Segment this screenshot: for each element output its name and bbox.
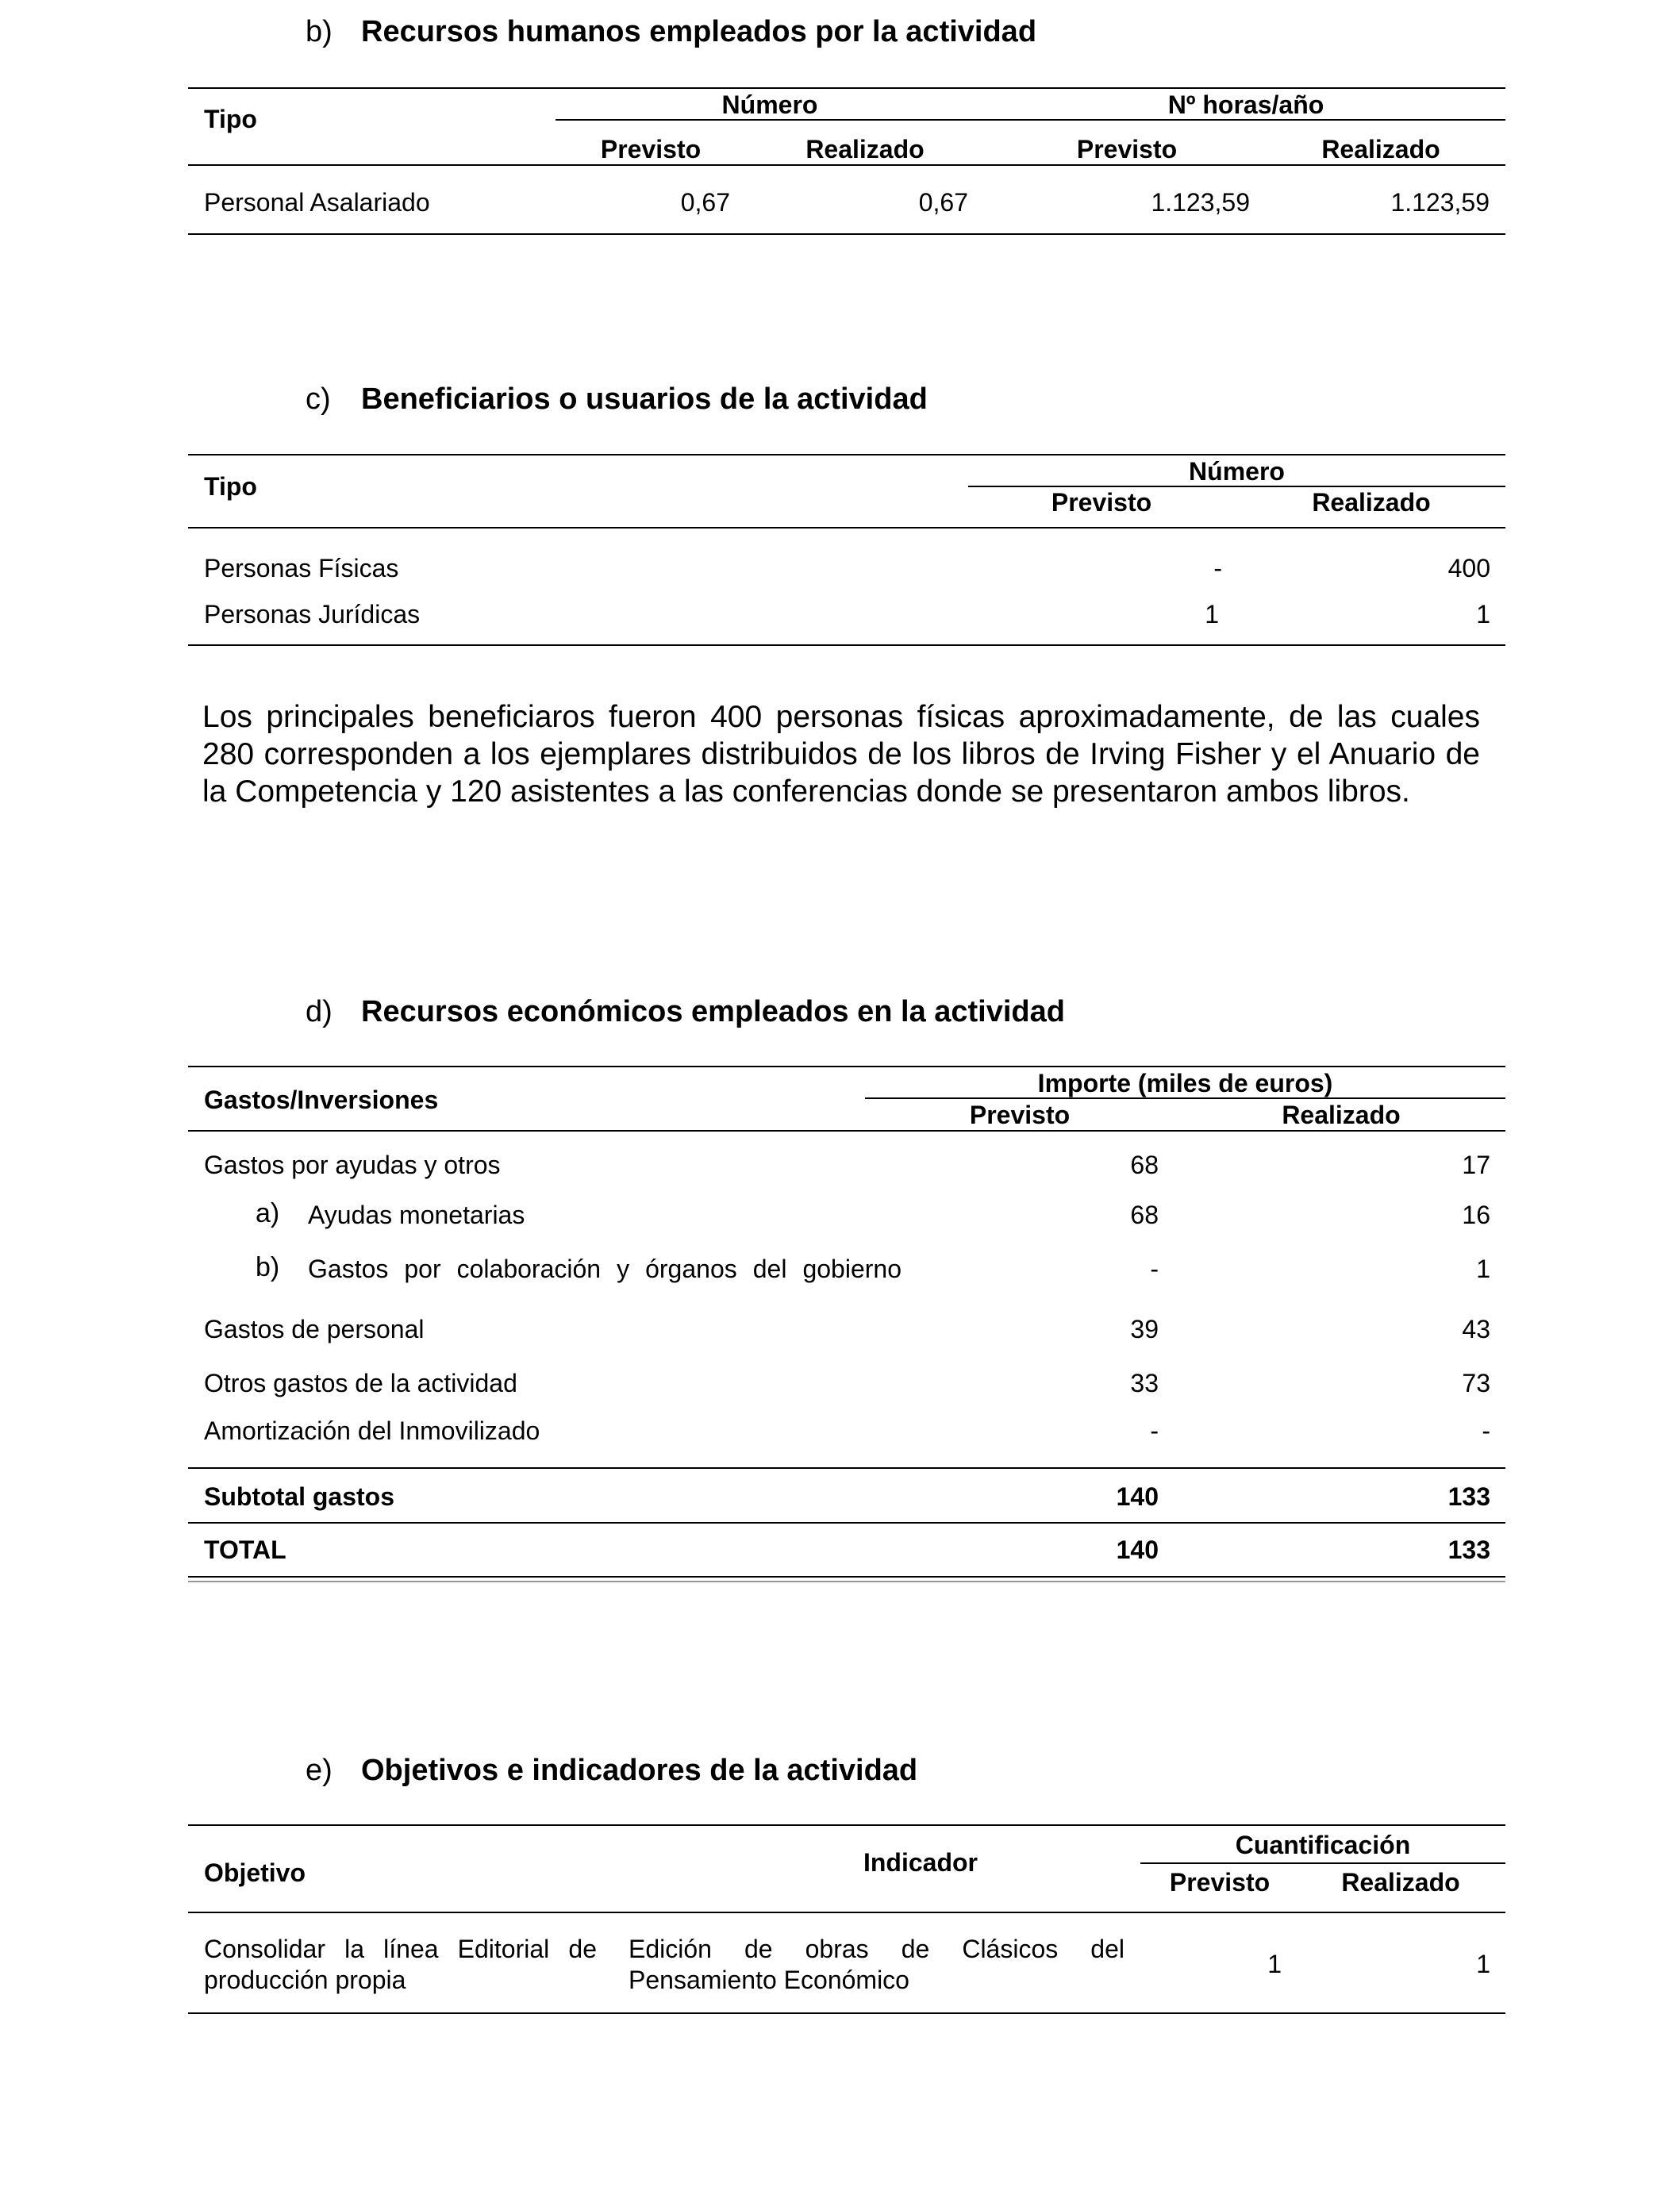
cell-previsto: 33 [1130,1369,1159,1397]
col-header-num-previsto: Previsto [600,135,702,163]
cell-realizado: 43 [1462,1315,1490,1343]
cell-realizado: 400 [1447,554,1490,582]
row-label: Ayudas monetarias [308,1201,525,1229]
col-header-previsto: Previsto [969,1101,1071,1129]
subtotal-realizado: 133 [1447,1482,1490,1511]
table-rule [188,2012,1505,2014]
table-rule [188,233,1505,235]
cell-previsto: 1 [1267,1950,1282,1978]
cell-realizado: 16 [1462,1201,1490,1229]
section-d-title: Recursos económicos empleados en la actividad [361,995,1065,1028]
table-rule [188,1130,1505,1132]
indicador-line-1: Edición de obras de Clásicos del [629,1935,1124,1963]
col-header-indicador: Indicador [863,1848,978,1877]
total-previsto: 140 [1116,1535,1159,1564]
table-rule [188,164,1505,166]
section-e-title: Objetivos e indicadores de la actividad [361,1754,918,1787]
col-header-tipo: Tipo [204,472,257,501]
row-label: Personas Jurídicas [204,600,421,628]
section-c-heading [306,382,928,417]
section-b-letter: b) [306,15,333,48]
col-header-previsto: Previsto [1051,488,1152,517]
section-b-title: Recursos humanos empleados por la actividad [361,15,1037,48]
col-header-numero: Número [1189,457,1285,486]
subtotal-label: Subtotal gastos [204,1482,395,1511]
col-header-realizado: Realizado [1312,488,1431,517]
row-label: Gastos por ayudas y otros [204,1151,501,1179]
col-header-realizado: Realizado [1282,1101,1401,1129]
cell-horas-previsto: 1.123,59 [1151,188,1250,217]
cell-previsto: 68 [1130,1151,1159,1179]
table-rule [556,119,1505,121]
cell-previsto: - [1150,1255,1159,1283]
cell-realizado: 73 [1462,1369,1490,1397]
indicador-line-2: Pensamiento Económico [629,1966,909,1994]
col-header-horas-previsto: Previsto [1076,135,1178,163]
cell-previsto: 68 [1130,1201,1159,1229]
cell-realizado: 1 [1476,1255,1490,1283]
subtotal-previsto: 140 [1116,1482,1159,1511]
col-header-cuantificacion: Cuantificación [1235,1831,1411,1859]
col-header-previsto: Previsto [1169,1868,1271,1897]
row-label: Gastos por colaboración y órganos del gobierno [308,1255,902,1283]
table-rule [188,1522,1505,1524]
table-rule [188,87,1505,89]
table-double-rule [188,1576,1505,1582]
col-header-objetivo: Objetivo [204,1858,306,1887]
table-rule [188,1912,1505,1913]
cell-previsto: - [1150,1416,1159,1445]
table-rule [188,1066,1505,1067]
cell-realizado: 1 [1476,1950,1490,1978]
cell-previsto: 1 [1205,600,1219,628]
section-c-title: Beneficiarios o usuarios de la actividad [361,382,928,416]
row-sub-letter: a) [256,1198,280,1228]
cell-realizado: - [1482,1416,1490,1445]
section-b-heading [306,14,1036,49]
cell-num-previsto: 0,67 [680,188,730,217]
cell-previsto: - [1213,554,1222,582]
col-header-numero: Número [721,90,818,119]
cell-realizado: 17 [1462,1151,1490,1179]
objetivo-line-1: Consolidar la línea Editorial de [204,1935,597,1963]
row-label: Personas Físicas [204,554,399,582]
section-d-heading [306,994,1065,1029]
objetivo-line-2: producción propia [204,1966,406,1994]
col-header-horas: Nº horas/año [1167,90,1324,119]
row-sub-letter: b) [256,1252,280,1282]
col-header-horas-realizado: Realizado [1321,135,1440,163]
cell-previsto: 39 [1130,1315,1159,1343]
col-header-gastos: Gastos/Inversiones [204,1086,439,1114]
total-realizado: 133 [1447,1535,1490,1564]
total-label: TOTAL [204,1535,286,1564]
table-rule [865,1097,1505,1099]
table-rule [188,527,1505,528]
table-rule [1140,1862,1505,1864]
row-label: Amortización del Inmovilizado [204,1416,540,1445]
table-rule [188,454,1505,455]
section-c-letter: c) [306,382,331,416]
table-rule [188,644,1505,646]
col-header-num-realizado: Realizado [805,135,925,163]
col-header-importe: Importe (miles de euros) [1037,1069,1333,1097]
col-header-tipo: Tipo [204,105,257,133]
row-label: Personal Asalariado [204,188,430,217]
section-d-letter: d) [306,995,333,1028]
table-rule [188,1467,1505,1469]
table-rule [188,1824,1505,1826]
section-e-heading [306,1753,917,1788]
section-e-letter: e) [306,1754,333,1787]
row-label: Gastos de personal [204,1315,425,1343]
cell-horas-realizado: 1.123,59 [1390,188,1490,217]
row-label: Otros gastos de la actividad [204,1369,517,1397]
cell-num-realizado: 0,67 [918,188,968,217]
col-header-realizado: Realizado [1341,1868,1460,1897]
cell-realizado: 1 [1476,600,1490,628]
beneficiaries-paragraph: Los principales beneficiaros fueron 400 personas físicas aproximadamente, de las cuales 280 corresponden a los ejemplares distribuidos de los libros de Irving Fisher y el Anuario de la Competencia y 120 asistentes a las conferencias donde se presentaron ambos libros. [202,700,1480,809]
